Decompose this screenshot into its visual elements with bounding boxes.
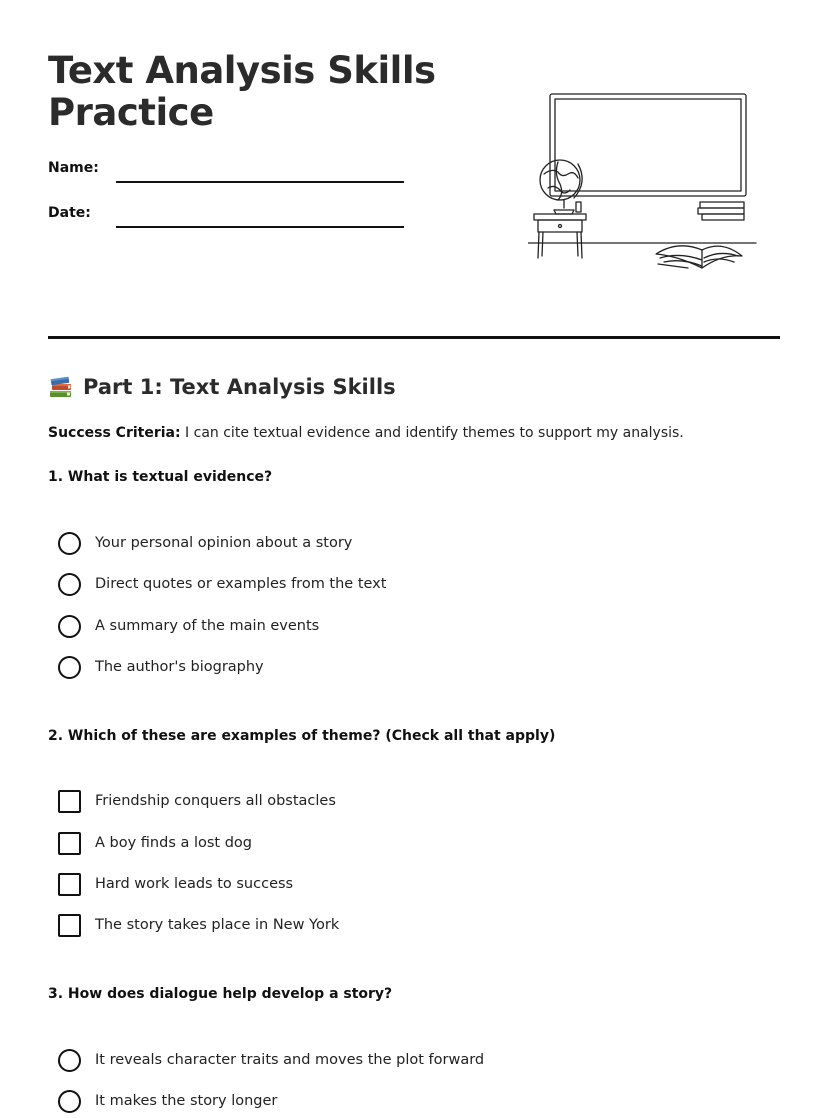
radio-button[interactable]: [58, 573, 81, 596]
option-label: It reveals character traits and moves the plot forward: [95, 1052, 485, 1068]
q1-option-1[interactable]: [58, 531, 352, 555]
classroom-illustration: [528, 88, 760, 278]
option-label: Friendship conquers all obstacles: [95, 793, 336, 809]
success-criteria-text: I can cite textual evidence and identify themes to support my analysis.: [180, 425, 684, 441]
part1-heading: [48, 374, 396, 400]
checkbox[interactable]: [58, 832, 81, 855]
success-criteria-label: Success Criteria:: [48, 425, 181, 441]
question-1: 1. What is textual evidence?: [48, 469, 273, 485]
q1-option-2[interactable]: [58, 572, 386, 596]
checkbox[interactable]: [58, 790, 81, 813]
date-field-line[interactable]: [116, 226, 404, 228]
q3-option-1[interactable]: [58, 1048, 484, 1072]
option-label: A summary of the main events: [95, 618, 320, 634]
success-criteria: [48, 425, 684, 441]
books-icon: [48, 374, 74, 400]
option-label: It makes the story longer: [95, 1093, 278, 1109]
q1-option-4[interactable]: [58, 655, 264, 679]
option-label: The author's biography: [95, 659, 264, 675]
option-label: A boy finds a lost dog: [95, 835, 253, 851]
name-field-line[interactable]: [116, 181, 404, 183]
date-label: Date:: [48, 205, 91, 221]
radio-button[interactable]: [58, 1049, 81, 1072]
q1-option-3[interactable]: [58, 614, 319, 638]
radio-button[interactable]: [58, 532, 81, 555]
checkbox[interactable]: [58, 873, 81, 896]
checkbox[interactable]: [58, 914, 81, 937]
option-label: Your personal opinion about a story: [95, 535, 353, 551]
question-2: 2. Which of these are examples of theme? (Check all that apply): [48, 728, 556, 744]
header-divider: [48, 336, 780, 339]
q2-option-3[interactable]: [58, 872, 293, 896]
name-label: Name:: [48, 160, 99, 176]
q2-option-4[interactable]: [58, 913, 339, 937]
q2-option-1[interactable]: [58, 789, 336, 813]
part1-title: Part 1: Text Analysis Skills: [83, 375, 396, 399]
question-3: 3. How does dialogue help develop a story?: [48, 986, 393, 1002]
option-label: Hard work leads to success: [95, 876, 294, 892]
radio-button[interactable]: [58, 656, 81, 679]
radio-button[interactable]: [58, 615, 81, 638]
title-line-1: Text Analysis Skills: [48, 49, 436, 92]
radio-button[interactable]: [58, 1090, 81, 1113]
option-label: The story takes place in New York: [95, 917, 340, 933]
worksheet-title: [48, 50, 436, 134]
q2-option-2[interactable]: [58, 831, 252, 855]
option-label: Direct quotes or examples from the text: [95, 576, 387, 592]
q3-option-2[interactable]: [58, 1089, 277, 1113]
title-line-2: Practice: [48, 91, 214, 134]
